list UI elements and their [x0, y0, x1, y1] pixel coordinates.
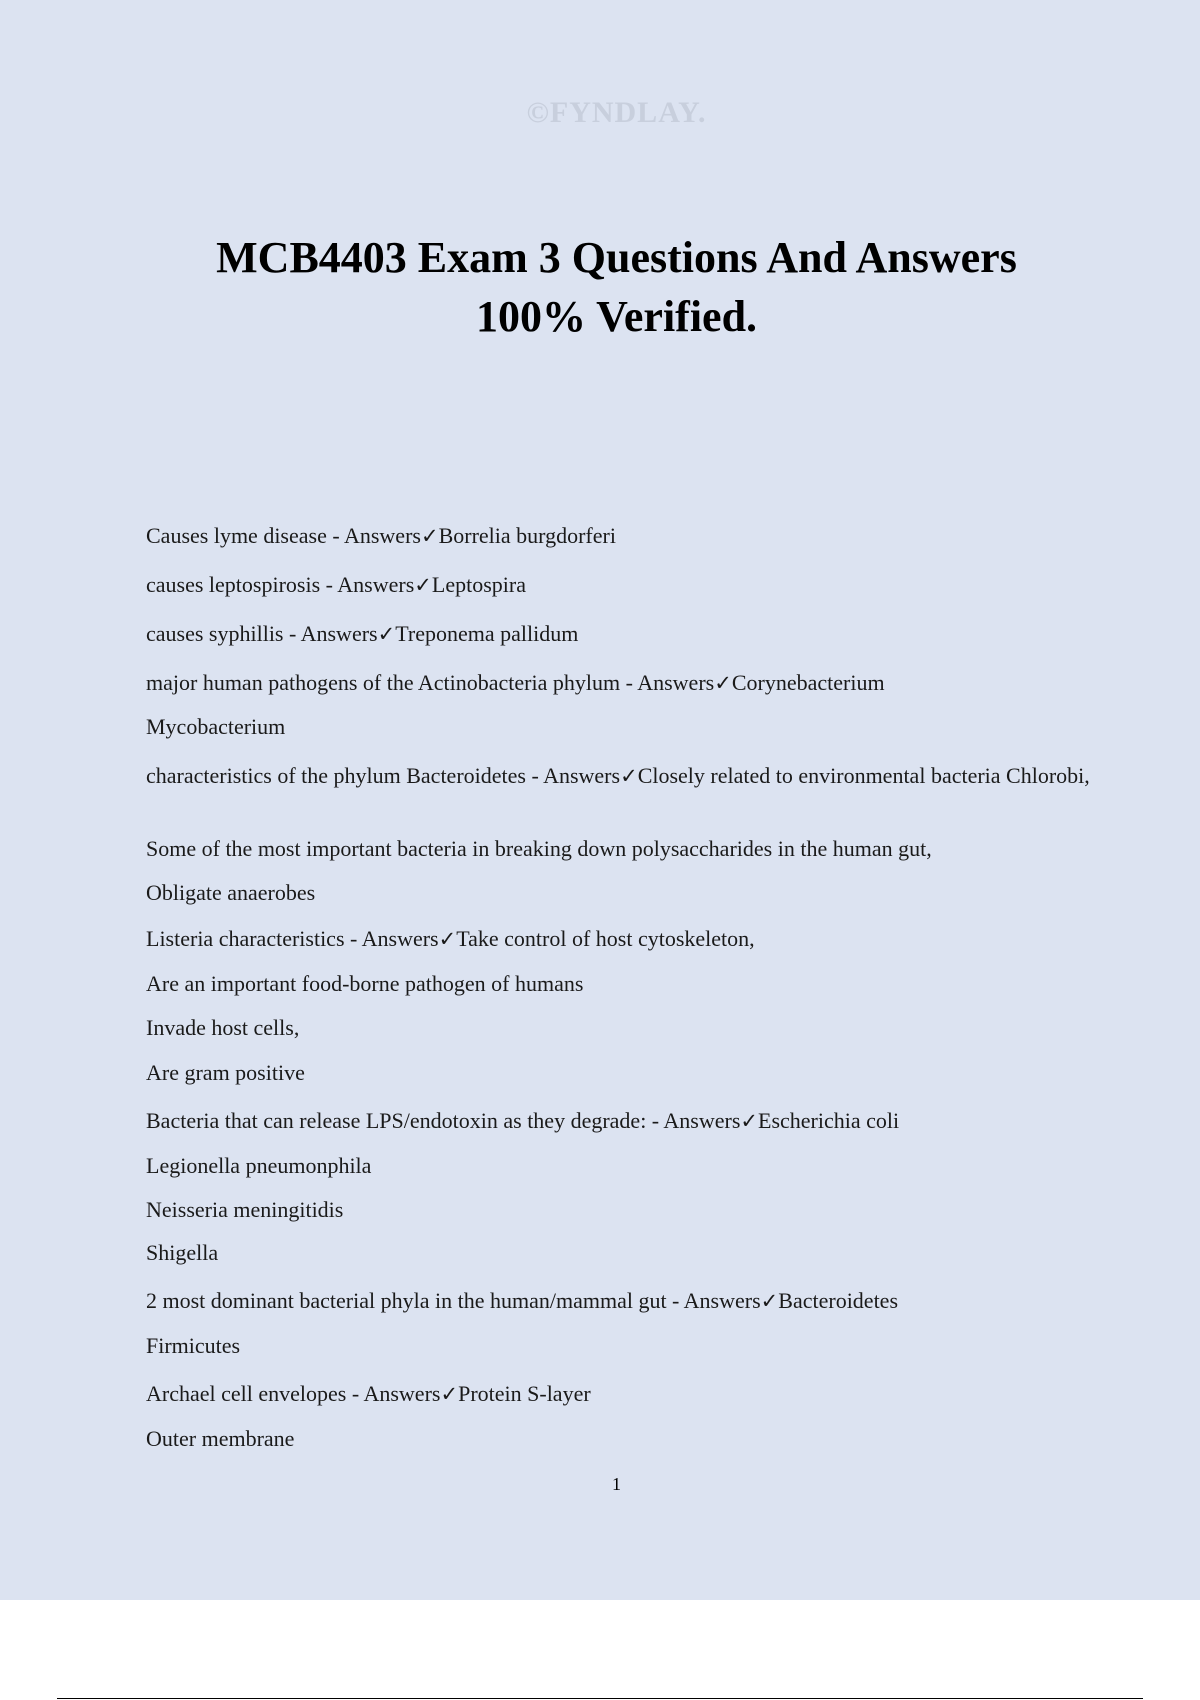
qa-line: [146, 1382, 1106, 1406]
qa-line: [146, 715, 1106, 739]
answer-continuation: Legionella pneumonphila: [146, 1153, 372, 1178]
page-number: 1: [612, 1474, 621, 1494]
qa-line: [146, 927, 1106, 951]
answer-continuation: Invade host cells,: [146, 1015, 300, 1040]
title-line-2: 100% Verified.: [475, 292, 758, 341]
checkmark-icon: ✓: [420, 524, 439, 548]
answer-continuation: Shigella: [146, 1240, 219, 1265]
answer-text: Bacteroidetes: [778, 1288, 899, 1313]
qa-line: [146, 1061, 1106, 1085]
qa-line: [146, 972, 1106, 996]
answers-marker: Answers: [363, 1381, 441, 1406]
question-text: causes leptospirosis -: [146, 572, 338, 597]
answer-text: Escherichia coli: [758, 1108, 900, 1133]
answers-marker: Answers: [300, 621, 378, 646]
checkmark-icon: ✓: [438, 927, 457, 951]
checkmark-icon: ✓: [440, 1382, 459, 1406]
answer-continuation: Neisseria meningitidis: [146, 1197, 344, 1222]
question-text: Bacteria that can release LPS/endotoxin as they degrade: -: [146, 1108, 664, 1133]
qa-line: [146, 1198, 1106, 1222]
qa-line: [146, 671, 1106, 695]
qa-line: [146, 524, 1106, 548]
checkmark-icon: ✓: [414, 573, 432, 597]
answer-continuation: Obligate anaerobes: [146, 880, 316, 905]
answers-marker: Answers: [683, 1288, 761, 1313]
title-line-1: MCB4403 Exam 3 Questions And Answers: [216, 233, 1017, 282]
answer-text: Take control of host cytoskeleton,: [456, 926, 755, 951]
question-text: Causes lyme disease -: [146, 523, 344, 548]
answers-marker: Answers: [663, 1108, 741, 1133]
answer-continuation: Some of the most important bacteria in breaking down polysaccharides in the human gut,: [146, 836, 932, 861]
qa-line: [146, 1427, 1106, 1451]
question-text: major human pathogens of the Actinobacteria phylum -: [146, 670, 638, 695]
qa-line: [146, 1289, 1106, 1313]
question-text: Listeria characteristics -: [146, 926, 362, 951]
qa-line: [146, 622, 1106, 646]
answer-continuation: Mycobacterium: [146, 714, 286, 739]
question-text: causes syphillis -: [146, 621, 301, 646]
answer-text: Leptospira: [431, 572, 526, 597]
answer-text: Closely related to environmental bacteria Chlorobi,: [637, 763, 1090, 788]
answers-marker: Answers: [337, 572, 415, 597]
answer-text: Protein S-layer: [458, 1381, 591, 1406]
answer-text: Treponema pallidum: [395, 621, 579, 646]
answer-text: Corynebacterium: [731, 670, 885, 695]
qa-line: [146, 1334, 1106, 1358]
answer-continuation: Firmicutes: [146, 1333, 241, 1358]
answers-marker: Answers: [637, 670, 715, 695]
answers-marker: Answers: [343, 523, 421, 548]
checkmark-icon: ✓: [740, 1109, 759, 1133]
answer-continuation: Are an important food-borne pathogen of humans: [146, 971, 584, 996]
answer-continuation: Outer membrane: [146, 1426, 295, 1451]
question-text: Archael cell envelopes -: [146, 1381, 364, 1406]
question-text: 2 most dominant bacterial phyla in the human/mammal gut -: [146, 1288, 684, 1313]
bottom-rule: [57, 1698, 1143, 1699]
qa-line: [146, 1016, 1106, 1040]
checkmark-icon: ✓: [620, 764, 638, 788]
checkmark-icon: ✓: [377, 622, 396, 646]
qa-line: [146, 1154, 1106, 1178]
answer-text: Borrelia burgdorferi: [438, 523, 616, 548]
qa-line: [146, 573, 1106, 597]
watermark: ©FYNDLAY.: [526, 96, 707, 129]
document-title: [0, 228, 1200, 346]
answer-continuation: Are gram positive: [146, 1060, 305, 1085]
qa-line: [146, 837, 1106, 861]
qa-line: [146, 881, 1106, 905]
qa-line: [146, 1241, 1106, 1265]
checkmark-icon: ✓: [714, 671, 732, 695]
qa-line: [146, 764, 1106, 788]
answers-marker: Answers: [543, 763, 621, 788]
answers-marker: Answers: [361, 926, 439, 951]
qa-line: [146, 1109, 1106, 1133]
checkmark-icon: ✓: [760, 1289, 779, 1313]
question-text: characteristics of the phylum Bacteroidetes -: [146, 763, 544, 788]
